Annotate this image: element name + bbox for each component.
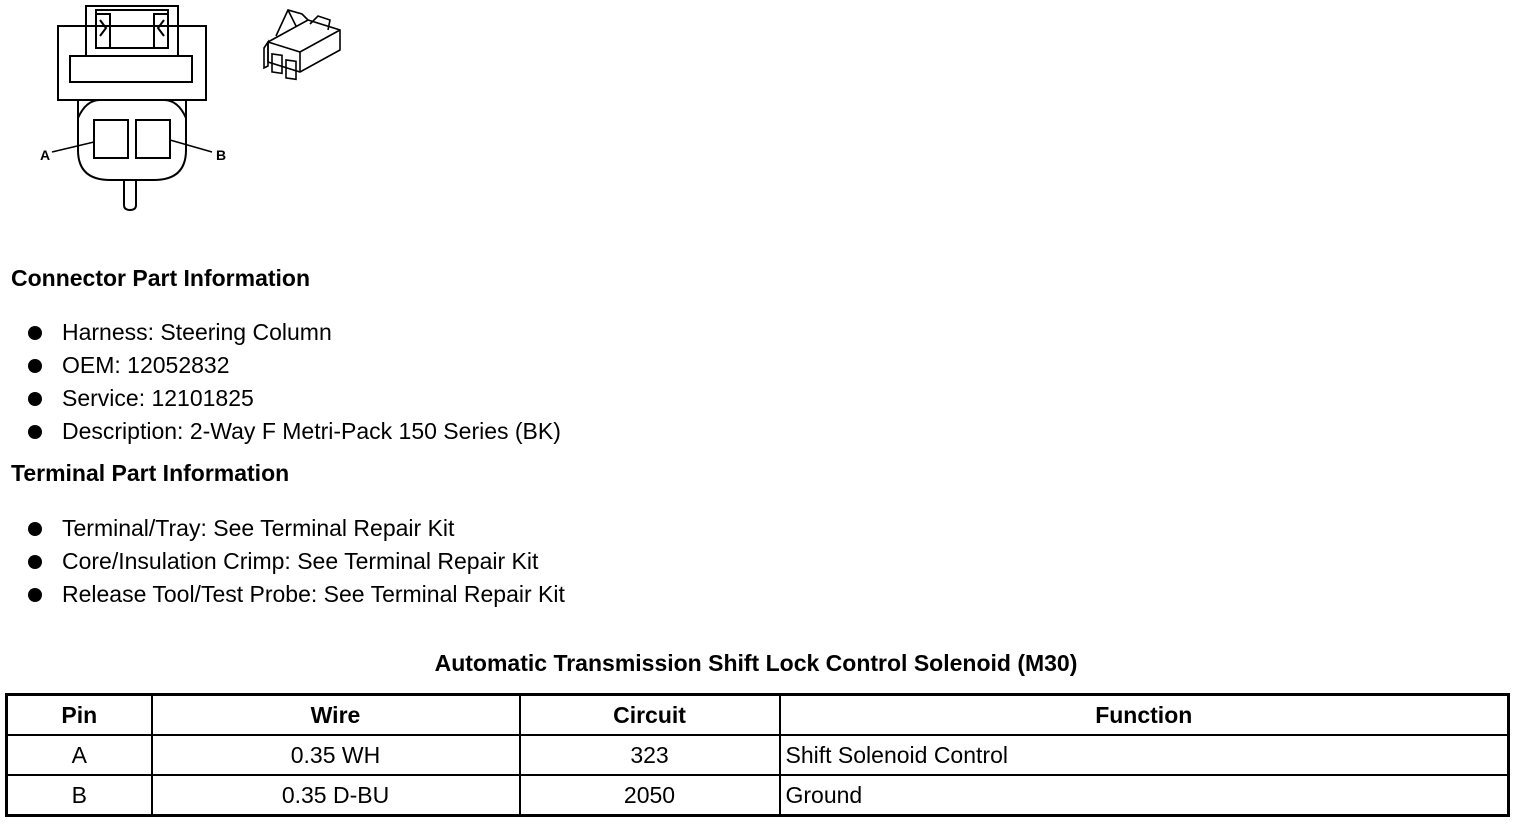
bullet-icon — [28, 425, 42, 439]
table-row — [7, 735, 1509, 775]
bullet-icon — [28, 522, 42, 536]
list-item: Release Tool/Test Probe: See Terminal Repair Kit — [28, 578, 565, 611]
bullet-icon — [28, 555, 42, 569]
bullet-icon — [28, 588, 42, 602]
cell-function: Ground — [780, 775, 1509, 816]
column-header-circuit: Circuit — [520, 695, 780, 736]
connector-isometric-icon — [258, 6, 344, 86]
cell-wire: 0.35 D-BU — [152, 775, 520, 816]
pin-b-callout: B — [216, 147, 227, 163]
bullet-icon — [28, 392, 42, 406]
column-header-function: Function — [780, 695, 1509, 736]
terminal-info-heading: Terminal Part Information — [11, 460, 290, 486]
list-item: OEM: 12052832 — [28, 349, 561, 382]
pin-a-callout: A — [40, 147, 51, 163]
cell-pin: B — [7, 775, 152, 816]
connector-info-heading: Connector Part Information — [11, 265, 311, 291]
bullet-icon — [28, 359, 42, 373]
pin-table — [5, 693, 1510, 817]
column-header-wire: Wire — [152, 695, 520, 736]
table-header-row — [7, 695, 1509, 736]
list-item: Description: 2-Way F Metri-Pack 150 Series (BK) — [28, 415, 561, 448]
terminal-info-list — [28, 512, 565, 611]
cell-wire: 0.35 WH — [152, 735, 520, 775]
list-item: Core/Insulation Crimp: See Terminal Repair Kit — [28, 545, 565, 578]
bullet-icon — [28, 326, 42, 340]
list-item: Terminal/Tray: See Terminal Repair Kit — [28, 512, 565, 545]
cell-circuit: 323 — [520, 735, 780, 775]
list-item: Service: 12101825 — [28, 382, 561, 415]
cell-pin: A — [7, 735, 152, 775]
column-header-pin: Pin — [7, 695, 152, 736]
cell-circuit: 2050 — [520, 775, 780, 816]
table-row — [7, 775, 1509, 816]
list-item: Harness: Steering Column — [28, 316, 561, 349]
pin-table-title: Automatic Transmission Shift Lock Control Solenoid (M30) — [434, 650, 1078, 676]
cell-function: Shift Solenoid Control — [780, 735, 1509, 775]
connector-info-list — [28, 316, 561, 448]
connector-face-diagram — [30, 0, 230, 215]
